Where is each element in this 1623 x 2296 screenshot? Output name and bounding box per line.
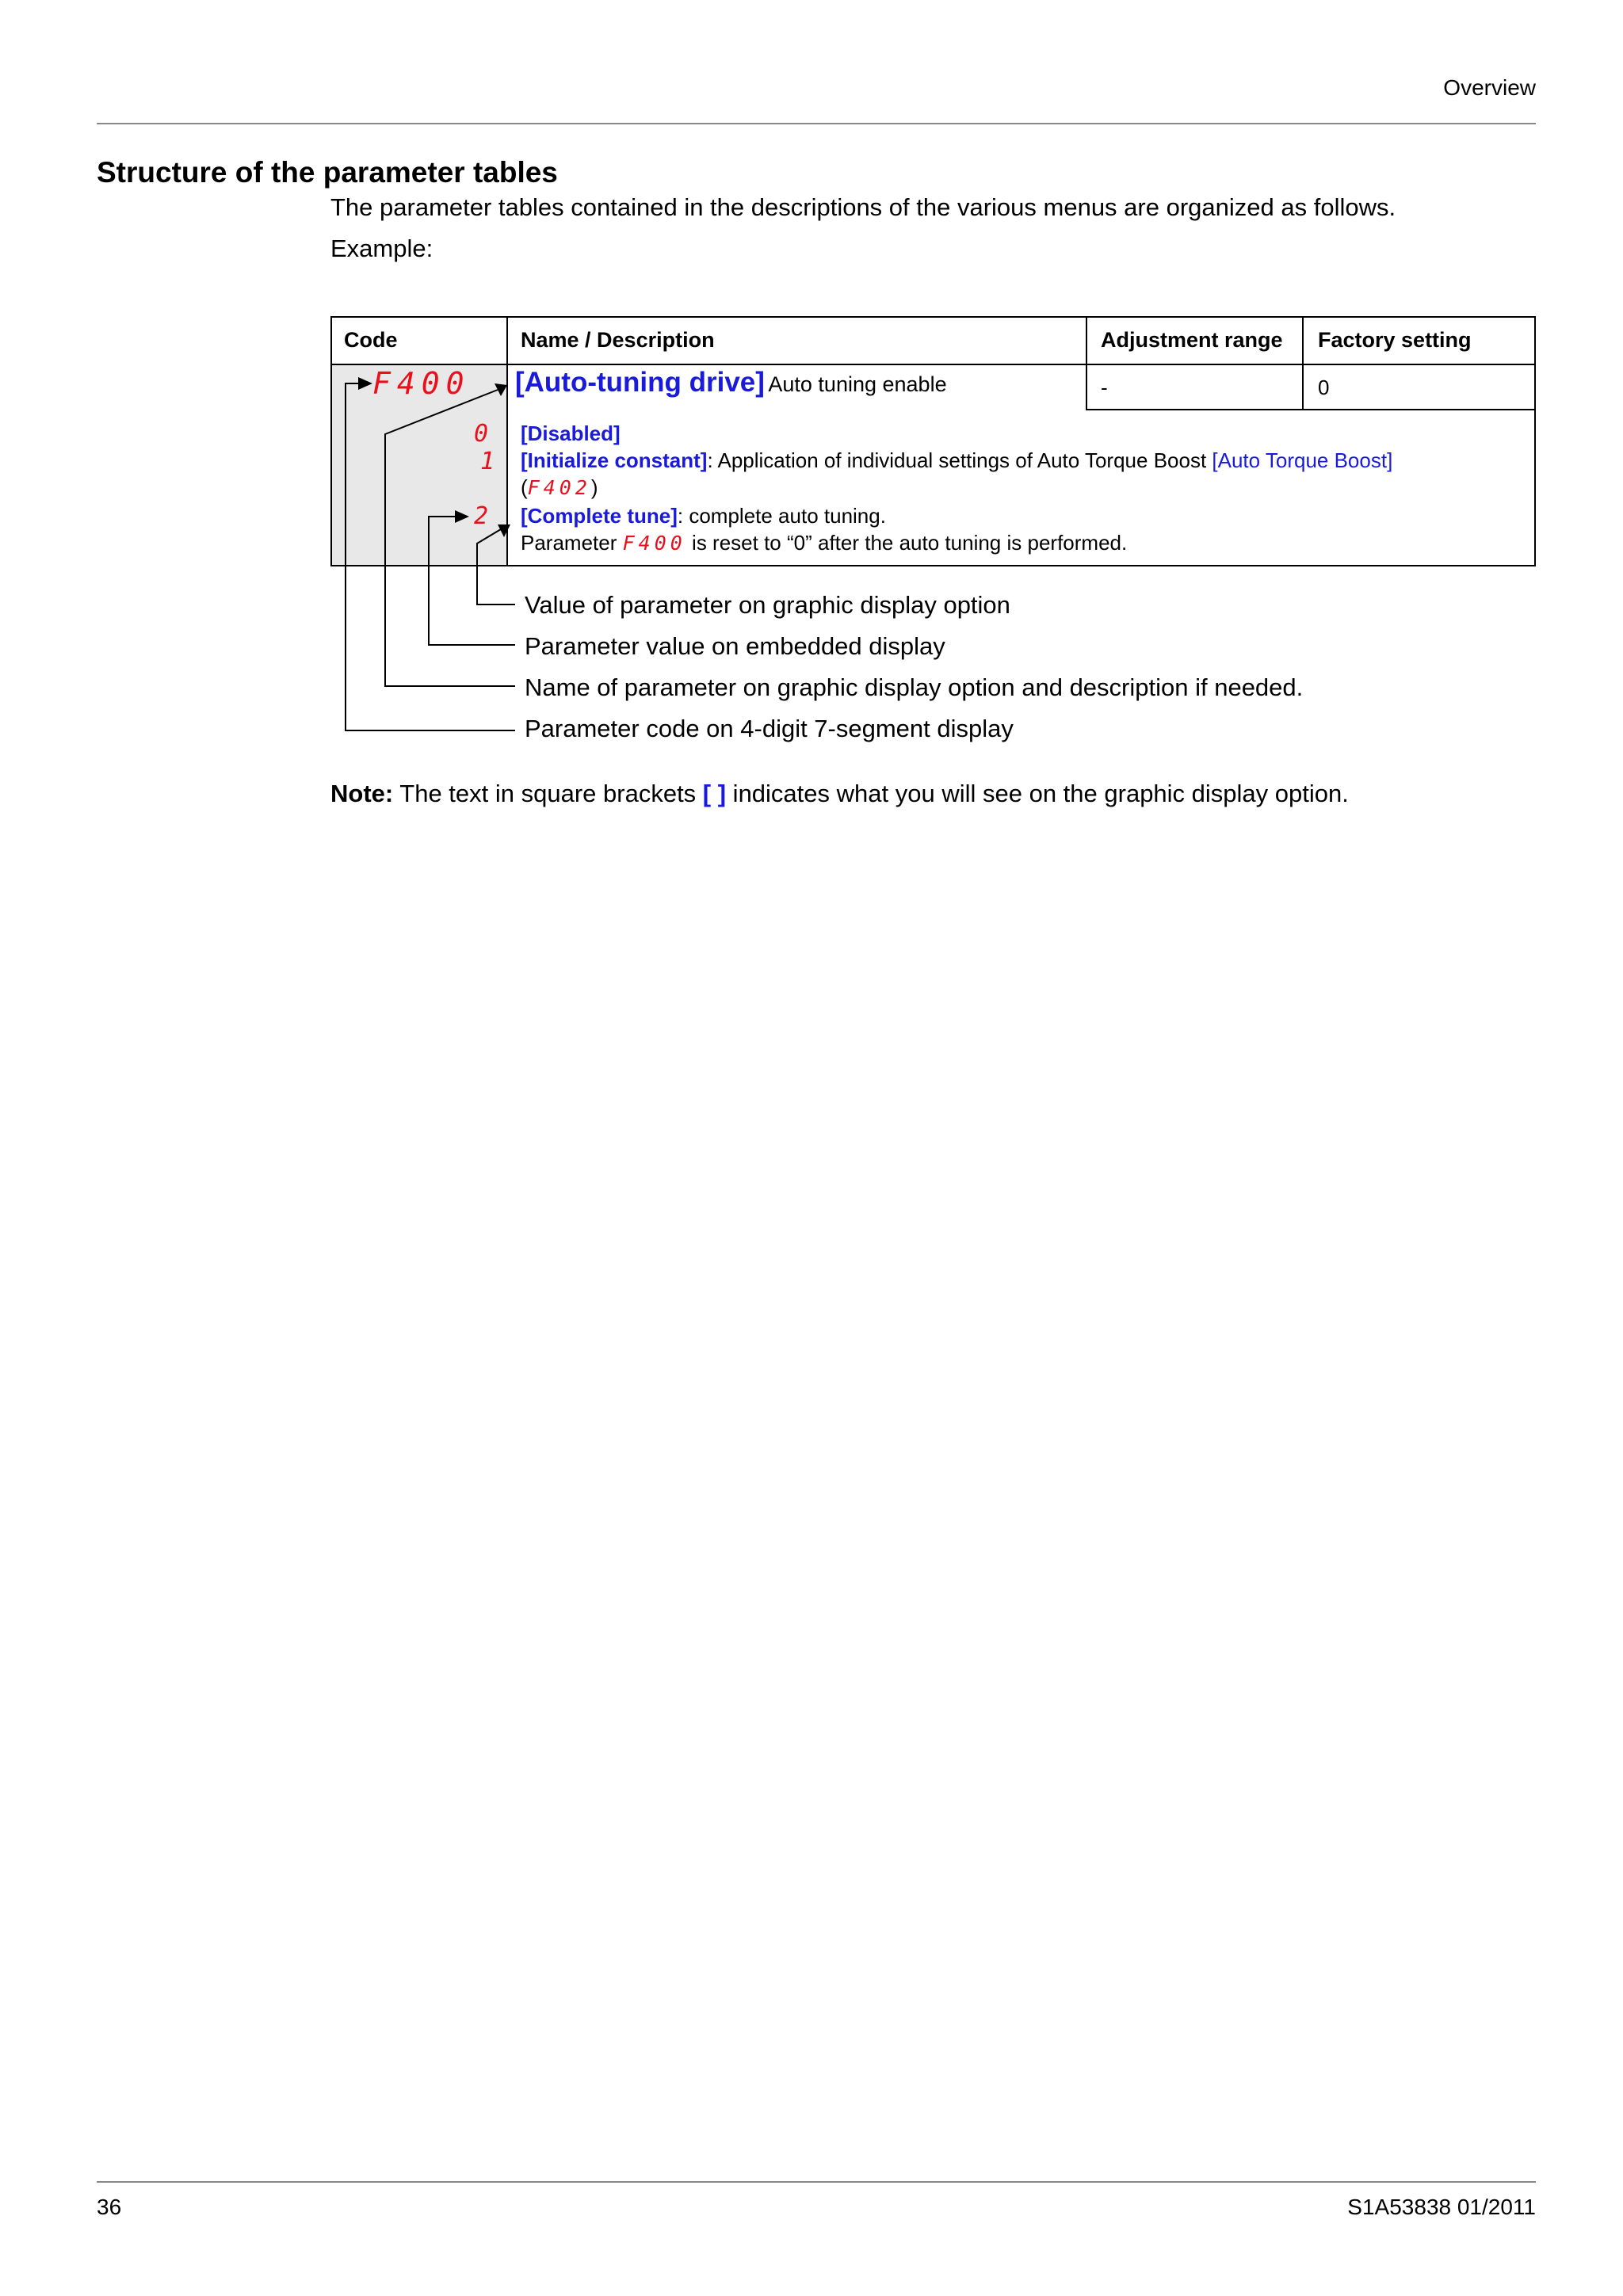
legend-parameter-code: Parameter code on 4-digit 7-segment display xyxy=(525,715,1014,742)
footer-rule xyxy=(97,2181,1536,2183)
page-heading: Structure of the parameter tables xyxy=(97,156,558,189)
value-link-1: [Auto Torque Boost] xyxy=(1212,448,1393,472)
legend-embedded-value: Parameter value on embedded display xyxy=(525,632,945,660)
value-desc-2: : complete auto tuning. xyxy=(677,504,886,528)
value-code-0: 0 xyxy=(474,420,489,448)
factory-setting-value: 0 xyxy=(1318,376,1330,399)
note-paragraph xyxy=(330,780,1349,808)
value-name-2: [Complete tune] xyxy=(521,504,678,528)
value-code-2: 2 xyxy=(474,502,489,530)
value-ref-code-1: F402 xyxy=(527,476,591,499)
footnote-code: F400 xyxy=(622,532,686,555)
value-code-1: 1 xyxy=(480,448,495,475)
paren-close: ) xyxy=(590,475,598,499)
footnote-pre: Parameter xyxy=(521,531,623,555)
legend-parameter-name: Name of parameter on graphic display option and description if needed. xyxy=(525,673,1304,701)
value-name-1: [Initialize constant] xyxy=(521,448,708,472)
value-name-0: [Disabled] xyxy=(521,421,621,445)
legend-graphic-value: Value of parameter on graphic display option xyxy=(525,591,1010,619)
value-desc-1: : Application of individual settings of Auto Torque Boost xyxy=(707,448,1212,472)
parameter-name: [Auto-tuning drive] xyxy=(515,367,765,398)
header-name-description: Name / Description xyxy=(521,328,715,352)
footnote-post: is reset to “0” after the auto tuning is performed. xyxy=(685,531,1128,555)
note-text-post: indicates what you will see on the graphic display option. xyxy=(726,780,1349,807)
header-adjustment-range: Adjustment range xyxy=(1101,328,1283,352)
header-factory-setting: Factory setting xyxy=(1318,328,1472,352)
running-header: Overview xyxy=(1443,75,1536,100)
page-number: 36 xyxy=(97,2195,122,2219)
adjustment-range-value: - xyxy=(1101,376,1108,399)
intro-paragraph: The parameter tables contained in the descriptions of the various menus are organized as follows. xyxy=(330,193,1396,221)
example-label: Example: xyxy=(330,235,433,262)
parameter-code: F400 xyxy=(372,366,471,401)
paren-open: ( xyxy=(521,475,528,499)
header-code: Code xyxy=(344,328,398,352)
document-reference: S1A53838 01/2011 xyxy=(1347,2195,1536,2219)
arrow-embedded-value xyxy=(455,510,469,523)
note-label: Note: xyxy=(330,780,394,807)
note-text-pre: The text in square brackets xyxy=(393,780,703,807)
note-brackets: [ ] xyxy=(702,780,727,807)
parameter-description: Auto tuning enable xyxy=(768,372,947,396)
arrow-code xyxy=(358,377,372,390)
